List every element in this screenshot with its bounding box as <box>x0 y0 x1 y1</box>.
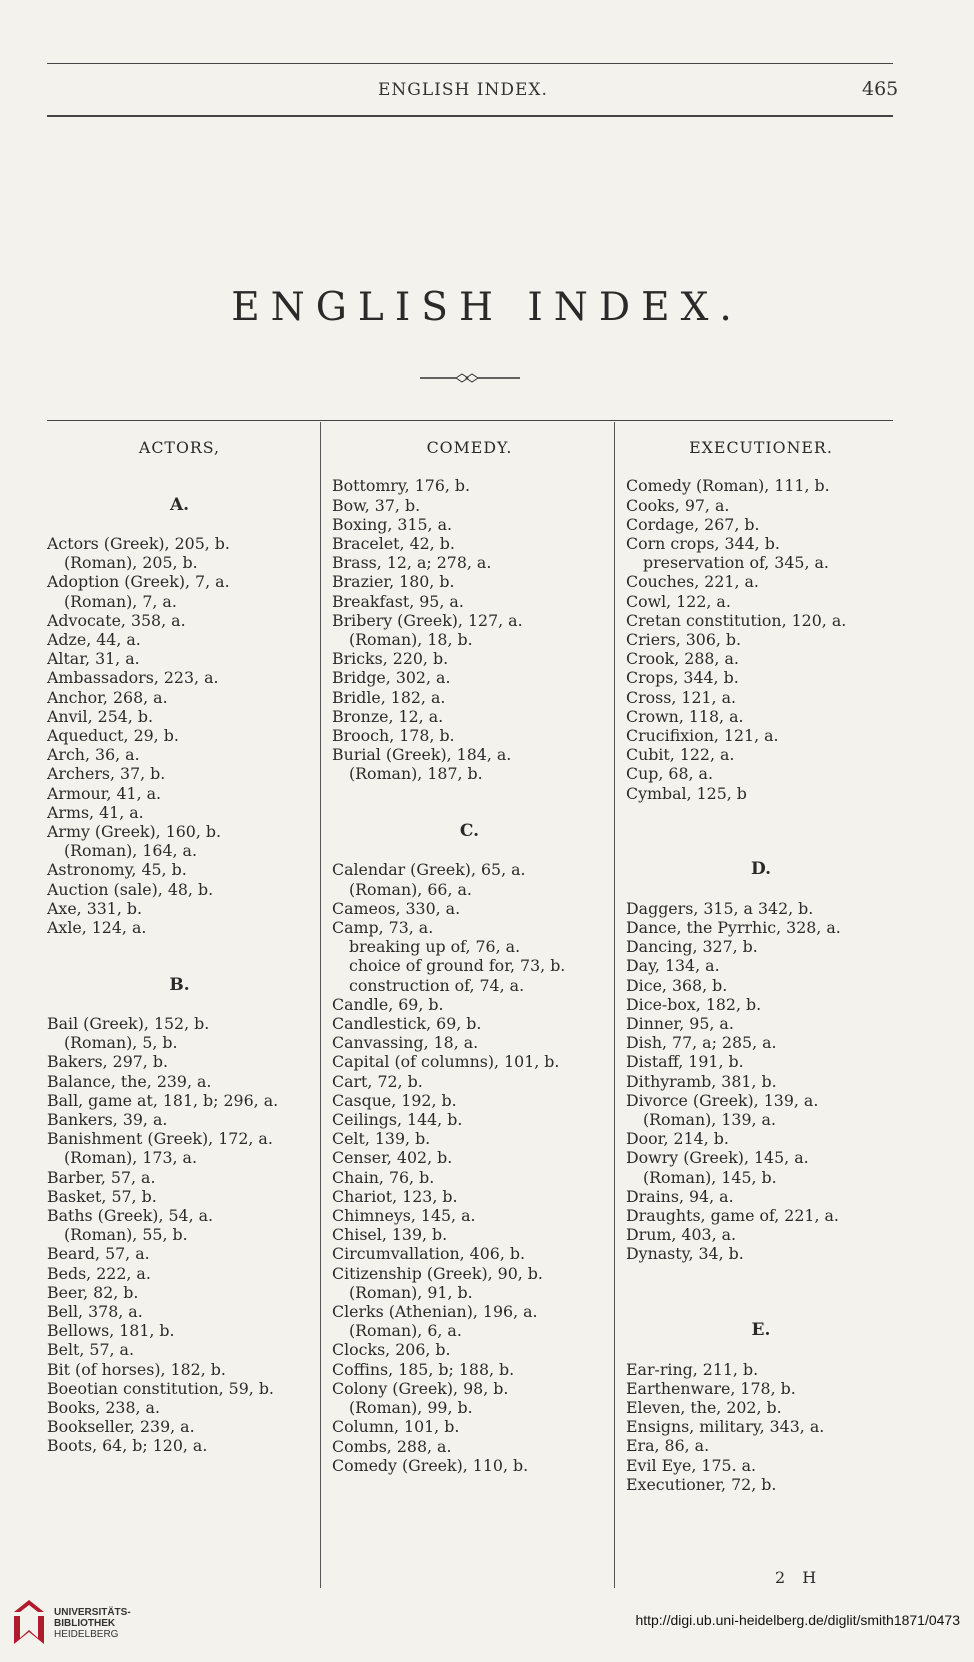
index-entry: (Roman), 205, b. <box>64 553 198 573</box>
index-entry: Actors (Greek), 205, b. <box>47 533 230 553</box>
index-entry: Bribery (Greek), 127, a. <box>332 610 523 630</box>
index-entry: Executioner, 72, b. <box>626 1474 777 1494</box>
index-entry: Earthenware, 178, b. <box>626 1378 796 1398</box>
header-rule <box>47 115 893 117</box>
section-letter: C. <box>459 821 480 842</box>
index-entry: Chain, 76, b. <box>332 1167 435 1187</box>
index-entry: Brooch, 178, b. <box>332 726 455 746</box>
page-number: 465 <box>862 78 899 100</box>
index-entry: Corn crops, 344, b. <box>626 534 780 553</box>
index-entry: Crops, 344, b. <box>626 668 739 688</box>
index-entry: Ceilings, 144, b. <box>332 1110 463 1130</box>
column-divider-2 <box>614 422 615 1588</box>
index-entry: Coffins, 185, b; 188, b. <box>332 1359 515 1379</box>
index-entry: (Roman), 164, a. <box>64 841 197 861</box>
index-entry: Adze, 44, a. <box>47 629 141 649</box>
index-entry: Cameos, 330, a. <box>332 898 461 918</box>
index-entry: Beard, 57, a. <box>47 1244 150 1264</box>
index-entry: (Roman), 7, a. <box>64 591 177 611</box>
index-entry: Dithyramb, 381, b. <box>626 1071 777 1091</box>
index-entry: Citizenship (Greek), 90, b. <box>332 1263 543 1283</box>
index-entry: Dice-box, 182, b. <box>626 994 762 1014</box>
index-entry: Drains, 94, a. <box>626 1186 734 1206</box>
section-letter: A. <box>169 494 190 515</box>
index-entry: Distaff, 191, b. <box>626 1052 744 1072</box>
section-letter: E. <box>751 1320 771 1341</box>
index-entry: Ball, game at, 181, b; 296, a. <box>47 1090 279 1110</box>
index-entry: Bankers, 39, a. <box>47 1110 168 1130</box>
source-url[interactable]: http://digi.ub.uni-heidelberg.de/diglit/smith1871/0473 <box>635 1612 960 1628</box>
index-entry: Basket, 57, b. <box>47 1186 157 1206</box>
index-entry: Era, 86, a. <box>626 1436 710 1456</box>
index-entry: construction of, 74, a. <box>349 975 525 995</box>
index-entry: Cart, 72, b. <box>332 1071 423 1091</box>
index-entry: Burial (Greek), 184, a. <box>332 745 512 765</box>
index-column-3 <box>626 438 896 1494</box>
section-letter: D. <box>750 859 772 880</box>
index-entry: Boots, 64, b; 120, a. <box>47 1436 208 1456</box>
index-entry: Bronze, 12, a. <box>332 706 444 726</box>
index-entry: Brazier, 180, b. <box>332 572 455 592</box>
index-entry: Anchor, 268, a. <box>47 687 168 707</box>
index-column-2 <box>332 438 607 1475</box>
index-entry: Archers, 37, b. <box>47 764 166 784</box>
index-entry: Brass, 12, a; 278, a. <box>332 553 492 573</box>
index-entry: Books, 238, a. <box>47 1398 160 1418</box>
index-entry: Dynasty, 34, b. <box>626 1244 744 1264</box>
index-column-1 <box>47 438 312 1456</box>
index-entry: Altar, 31, a. <box>47 649 140 669</box>
index-entry: Banishment (Greek), 172, a. <box>47 1129 273 1149</box>
index-entry: Bit (of horses), 182, b. <box>47 1359 226 1379</box>
index-entry: Candlestick, 69, b. <box>332 1014 482 1034</box>
library-logo-icon <box>10 1598 48 1648</box>
index-entry: Candle, 69, b. <box>332 994 444 1014</box>
index-entry: choice of ground for, 73, b. <box>349 956 566 976</box>
index-entry: Barber, 57, a. <box>47 1167 156 1187</box>
index-entry: Advocate, 358, a. <box>47 610 186 630</box>
index-entry: Ensigns, military, 343, a. <box>626 1417 825 1437</box>
index-entry: Dance, the Pyrrhic, 328, a. <box>626 918 841 937</box>
title-ornament <box>420 372 520 384</box>
index-entry: Astronomy, 45, b. <box>47 860 187 880</box>
index-entry: (Roman), 66, a. <box>349 879 472 899</box>
index-entry: Auction (sale), 48, b. <box>47 879 214 899</box>
column-heading: ACTORS, <box>138 438 221 457</box>
index-entry: Daggers, 315, a 342, b. <box>626 898 814 918</box>
index-entry: (Roman), 145, b. <box>643 1167 777 1187</box>
index-entry: Armour, 41, a. <box>47 783 162 803</box>
index-entry: Cooks, 97, a. <box>626 495 730 515</box>
column-divider-1 <box>320 422 321 1588</box>
index-entry: Breakfast, 95, a. <box>332 591 464 611</box>
index-entry: Column, 101, b. <box>332 1417 460 1437</box>
index-entry: (Roman), 18, b. <box>349 630 473 650</box>
index-entry: Cymbal, 125, b <box>626 783 747 803</box>
index-entry: Camp, 73, a. <box>332 918 434 938</box>
index-entry: Anvil, 254, b. <box>47 706 153 726</box>
index-entry: Divorce (Greek), 139, a. <box>626 1090 819 1110</box>
index-entry: Bow, 37, b. <box>332 495 421 515</box>
index-entry: Canvassing, 18, a. <box>332 1033 479 1053</box>
index-entry: Evil Eye, 175. a. <box>626 1455 757 1475</box>
index-entry: Cubit, 122, a. <box>626 745 735 765</box>
index-entry: Ear-ring, 211, b. <box>626 1359 759 1379</box>
index-entry: Day, 134, a. <box>626 956 720 976</box>
index-entry: Capital (of columns), 101, b. <box>332 1052 560 1072</box>
index-entry: Belt, 57, a. <box>47 1340 134 1360</box>
index-entry: Casque, 192, b. <box>332 1090 457 1110</box>
index-entry: Couches, 221, a. <box>626 572 759 592</box>
index-entry: Bakers, 297, b. <box>47 1052 168 1072</box>
index-entry: (Roman), 173, a. <box>64 1148 197 1168</box>
index-entry: Cowl, 122, a. <box>626 591 731 611</box>
index-entry: Crucifixion, 121, a. <box>626 726 779 746</box>
index-entry: Arms, 41, a. <box>47 802 144 822</box>
index-entry: Cretan constitution, 120, a. <box>626 610 847 630</box>
running-header-title: ENGLISH INDEX. <box>378 80 548 100</box>
index-entry: Dowry (Greek), 145, a. <box>626 1148 809 1168</box>
columns-top-rule <box>47 420 893 421</box>
index-entry: Draughts, game of, 221, a. <box>626 1206 839 1226</box>
index-entry: Bridle, 182, a. <box>332 687 446 707</box>
index-entry: (Roman), 187, b. <box>349 764 483 784</box>
index-entry: Criers, 306, b. <box>626 630 742 650</box>
index-entry: Balance, the, 239, a. <box>47 1071 212 1091</box>
library-name: UNIVERSITÄTS- BIBLIOTHEK HEIDELBERG <box>54 1607 131 1640</box>
index-entry: Door, 214, b. <box>626 1129 729 1149</box>
index-entry: Cross, 121, a. <box>626 687 737 707</box>
index-entry: Ambassadors, 223, a. <box>47 668 219 688</box>
index-entry: Censer, 402, b. <box>332 1148 453 1168</box>
index-entry: Chariot, 123, b. <box>332 1186 458 1206</box>
index-entry: Clerks (Athenian), 196, a. <box>332 1302 538 1322</box>
index-entry: Boxing, 315, a. <box>332 514 453 534</box>
section-letter: B. <box>169 974 190 995</box>
index-entry: Arch, 36, a. <box>47 745 140 765</box>
index-entry: Cordage, 267, b. <box>626 514 760 534</box>
index-entry: Aqueduct, 29, b. <box>47 726 179 745</box>
index-entry: (Roman), 139, a. <box>643 1110 776 1130</box>
page-title: ENGLISH INDEX. <box>231 285 743 330</box>
index-entry: (Roman), 99, b. <box>349 1398 473 1418</box>
index-entry: Crown, 118, a. <box>626 706 744 726</box>
index-entry: Calendar (Greek), 65, a. <box>332 860 526 880</box>
index-entry: Axle, 124, a. <box>47 918 147 938</box>
index-entry: (Roman), 55, b. <box>64 1225 188 1245</box>
index-entry: Bridge, 302, a. <box>332 668 451 688</box>
index-entry: (Roman), 91, b. <box>349 1282 473 1302</box>
index-entry: Adoption (Greek), 7, a. <box>47 572 230 592</box>
index-entry: Circumvallation, 406, b. <box>332 1244 526 1264</box>
index-entry: Bell, 378, a. <box>47 1302 143 1322</box>
column-heading: COMEDY. <box>426 438 513 457</box>
index-entry: Baths (Greek), 54, a. <box>47 1206 214 1226</box>
index-entry: Beer, 82, b. <box>47 1282 139 1302</box>
index-entry: Dancing, 327, b. <box>626 937 758 957</box>
index-entry: Drum, 403, a. <box>626 1225 737 1245</box>
index-entry: Dish, 77, a; 285, a. <box>626 1033 777 1053</box>
index-entry: (Roman), 6, a. <box>349 1321 462 1341</box>
index-entry: Clocks, 206, b. <box>332 1340 451 1360</box>
index-entry: Comedy (Roman), 111, b. <box>626 476 830 496</box>
index-entry: Celt, 139, b. <box>332 1129 431 1149</box>
index-entry: Eleven, the, 202, b. <box>626 1398 782 1418</box>
index-entry: Axe, 331, b. <box>47 898 143 918</box>
index-entry: Colony (Greek), 98, b. <box>332 1378 509 1398</box>
index-entry: breaking up of, 76, a. <box>349 937 521 957</box>
index-entry: Bail (Greek), 152, b. <box>47 1014 210 1033</box>
index-entry: Beds, 222, a. <box>47 1263 151 1283</box>
index-entry: Army (Greek), 160, b. <box>47 822 222 842</box>
top-rule <box>47 63 893 64</box>
index-entry: Dinner, 95, a. <box>626 1014 734 1034</box>
column-heading: EXECUTIONER. <box>689 438 833 457</box>
index-entry: Bracelet, 42, b. <box>332 534 455 553</box>
index-entry: Comedy (Greek), 110, b. <box>332 1455 529 1475</box>
index-entry: Combs, 288, a. <box>332 1436 452 1456</box>
index-entry: Bookseller, 239, a. <box>47 1417 195 1437</box>
index-entry: Cup, 68, a. <box>626 764 713 784</box>
index-entry: Crook, 288, a. <box>626 649 739 669</box>
index-entry: Bottomry, 176, b. <box>332 476 471 496</box>
index-entry: Chimneys, 145, a. <box>332 1206 476 1226</box>
index-entry: Bellows, 181, b. <box>47 1321 175 1341</box>
signature-mark: 2 H <box>775 1568 823 1587</box>
index-entry: Dice, 368, b. <box>626 975 728 995</box>
index-entry: Bricks, 220, b. <box>332 649 449 669</box>
index-entry: (Roman), 5, b. <box>64 1033 178 1053</box>
index-entry: Boeotian constitution, 59, b. <box>47 1378 274 1398</box>
index-entry: Chisel, 139, b. <box>332 1225 448 1245</box>
index-entry: preservation of, 345, a. <box>643 553 829 573</box>
